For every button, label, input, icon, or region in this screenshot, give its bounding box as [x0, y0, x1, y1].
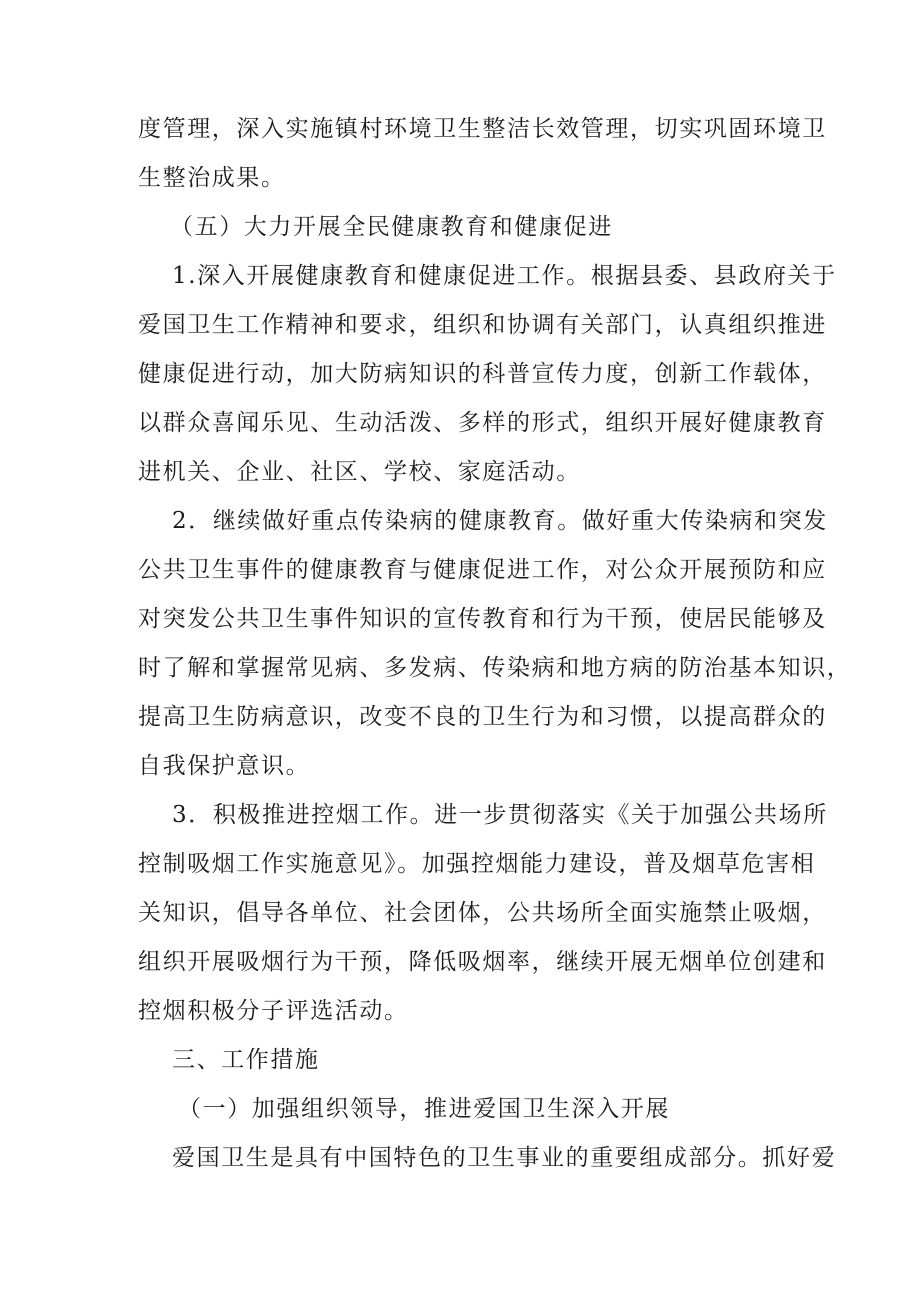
- section-heading: （五）大力开展全民健康教育和健康促进: [170, 214, 613, 240]
- text-line: 控烟积极分子评选活动。: [138, 998, 409, 1024]
- text-line: 关知识，倡导各单位、社会团体，公共场所全面实施禁止吸烟，: [138, 900, 827, 926]
- text-line: 1.深入开展健康教育和健康促进工作。根据县委、县政府关于: [172, 263, 837, 289]
- text-line: 2．继续做好重点传染病的健康教育。做好重大传染病和突发: [172, 508, 828, 534]
- text-line: 健康促进行动，加大防病知识的科普宣传力度，创新工作载体，: [138, 361, 827, 387]
- text-line: 3．积极推进控烟工作。进一步贯彻落实《关于加强公共场所: [172, 802, 828, 828]
- text-line: 自我保护意识。: [138, 753, 311, 779]
- text-line: 组织开展吸烟行为干预，降低吸烟率，继续开展无烟单位创建和: [138, 949, 827, 975]
- text-line: 爱国卫生是具有中国特色的卫生事业的重要组成部分。抓好爱: [172, 1145, 837, 1171]
- text-line: 对突发公共卫生事件知识的宣传教育和行为干预，使居民能够及: [138, 606, 827, 632]
- section-heading: （一）加强组织领导，推进爱国卫生深入开展: [178, 1096, 670, 1122]
- text-line: 进机关、企业、社区、学校、家庭活动。: [138, 459, 581, 485]
- section-heading: 三、工作措施: [172, 1047, 320, 1073]
- text-line: 度管理，深入实施镇村环境卫生整洁长效管理，切实巩固环境卫: [138, 116, 827, 142]
- text-line: 爱国卫生工作精神和要求，组织和协调有关部门，认真组织推进: [138, 312, 827, 338]
- text-line: 时了解和掌握常见病、多发病、传染病和地方病的防治基本知识，: [138, 655, 852, 681]
- text-line: 生整治成果。: [138, 165, 286, 191]
- text-line: 控制吸烟工作实施意见》。加强控烟能力建设，普及烟草危害相: [138, 851, 816, 877]
- text-line: 公共卫生事件的健康教育与健康促进工作，对公众开展预防和应: [138, 557, 827, 583]
- text-line: 提高卫生防病意识，改变不良的卫生行为和习惯，以提高群众的: [138, 704, 827, 730]
- text-line: 以群众喜闻乐见、生动活泼、多样的形式，组织开展好健康教育: [138, 410, 827, 436]
